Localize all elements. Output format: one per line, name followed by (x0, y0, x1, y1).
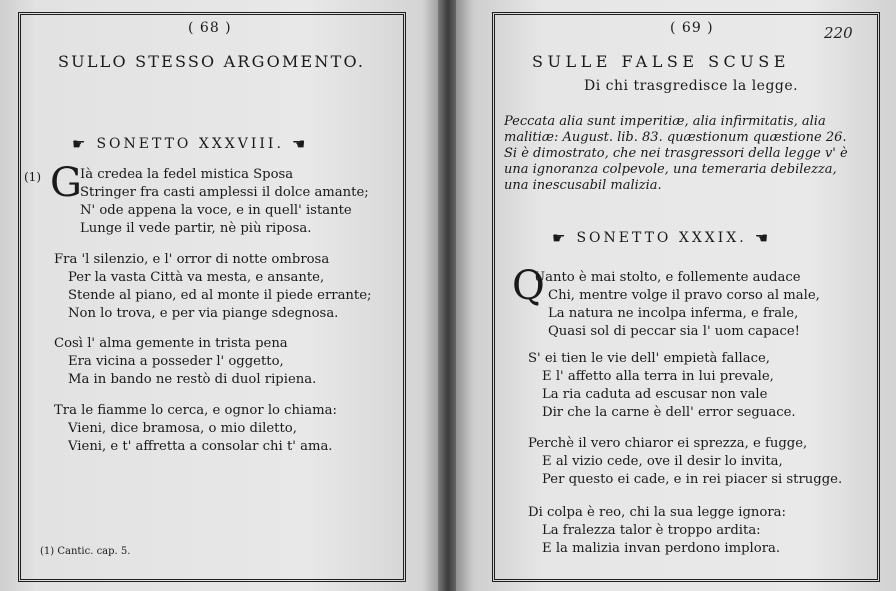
verse-line: Vieni, dice bramosa, o mio diletto, (68, 421, 297, 436)
pointing-hand-right-icon: ☛ (552, 229, 569, 247)
verse-line: Era vicina a posseder l' oggetto, (68, 354, 284, 369)
verse-line: Non lo trova, e per via piange sdegnosa. (68, 306, 339, 321)
verse-line: Ià credea la fedel mistica Sposa (80, 167, 294, 182)
verse-line: Uanto è mai stolto, e follemente audace (534, 270, 801, 285)
verse-line: E al vizio cede, ove il desir lo invita, (542, 454, 783, 469)
left-page (0, 0, 440, 591)
verse-line: Per questo ei cade, e in rei piacer si strugge. (542, 472, 843, 487)
epigraph-line: malitiæ: August. lib. 83. quæstionum quæstione 26. (504, 130, 847, 145)
verse-line: La fralezza talor è troppo ardita: (542, 523, 761, 538)
right-sonnet-heading (552, 229, 771, 247)
right-sonnet-heading-text: SONETTO XXXIX. (576, 230, 747, 246)
verse-line: Dir che la carne è dell' error seguace. (542, 405, 796, 420)
right-title: SULLE FALSE SCUSE (532, 52, 790, 71)
verse-line: Vieni, e t' affretta a consolar chi t' ama. (68, 439, 333, 454)
verse-line: Di colpa è reo, chi la sua legge ignora: (528, 505, 786, 520)
verse-line: Quasi sol di peccar sia l' uom capace! (548, 324, 800, 339)
verse-line: La ria caduta ad escusar non vale (542, 387, 768, 402)
verse-line: N' ode appena la voce, e in quell' istante (80, 203, 352, 218)
right-stanza-4 (528, 504, 786, 558)
left-stanza-4 (54, 402, 337, 456)
epigraph-line: Si è dimostrato, che nei trasgressori della legge v' è (504, 146, 848, 161)
verse-line: S' ei tien le vie dell' empietà fallace, (528, 351, 770, 366)
verse-line: Fra 'l silenzio, e l' orror di notte ombrosa (54, 252, 330, 267)
right-stanza-1 (534, 269, 820, 341)
left-note-marker: (1) (24, 170, 41, 184)
verse-line: Chi, mentre volge il pravo corso al male, (548, 288, 820, 303)
right-page-number: ( 69 ) (670, 20, 714, 36)
pointing-hand-left-icon: ☚ (754, 229, 772, 247)
verse-line: Perchè il vero chiaror ei sprezza, e fugge, (528, 436, 808, 451)
pointing-hand-right-icon: ☛ (72, 135, 89, 153)
verse-line: Lunge il vede partir, nè più riposa. (80, 221, 312, 236)
verse-line: Stringer fra casti amplessi il dolce amante; (80, 185, 369, 200)
verse-line: Per la vasta Città va mesta, e ansante, (68, 270, 325, 285)
verse-line: Stende al piano, ed al monte il piede errante; (68, 288, 372, 303)
left-stanza-1 (80, 166, 369, 238)
left-stanza-3 (54, 335, 316, 389)
left-title: SULLO STESSO ARGOMENTO. (58, 52, 366, 71)
verse-line: La natura ne incolpa inferma, e frale, (548, 306, 799, 321)
right-subtitle: Di chi trasgredisce la legge. (584, 78, 799, 94)
pointing-hand-left-icon: ☚ (291, 135, 309, 153)
left-page-number: ( 68 ) (188, 20, 232, 36)
right-dropcap: Q (512, 263, 545, 309)
verse-line: Così l' alma gemente in trista pena (54, 336, 288, 351)
right-page (456, 0, 896, 591)
right-epigraph (504, 114, 848, 194)
verse-line: E l' affetto alla terra in lui prevale, (542, 369, 774, 384)
epigraph-line: una inescusabil malizia. (504, 178, 662, 193)
verse-line: E la malizia invan perdono implora. (542, 541, 781, 556)
book-gutter (438, 0, 458, 591)
left-dropcap: G (50, 160, 82, 206)
verse-line: Ma in bando ne restò di duol ripiena. (68, 372, 317, 387)
right-stanza-2 (528, 350, 796, 422)
left-sonnet-heading (72, 135, 308, 153)
right-stanza-3 (528, 435, 842, 489)
left-footnote: (1) Cantic. cap. 5. (40, 546, 131, 557)
epigraph-line: una ignoranza colpevole, una temeraria debilezza, (504, 162, 837, 177)
handwritten-folio-number: 220 (824, 24, 853, 42)
epigraph-line: Peccata alia sunt imperitiæ, alia infirmitatis, alia (504, 114, 826, 129)
verse-line: Tra le fiamme lo cerca, e ognor lo chiama: (54, 403, 337, 418)
left-stanza-2 (54, 251, 371, 323)
left-sonnet-heading-text: SONETTO XXXVIII. (96, 136, 284, 152)
